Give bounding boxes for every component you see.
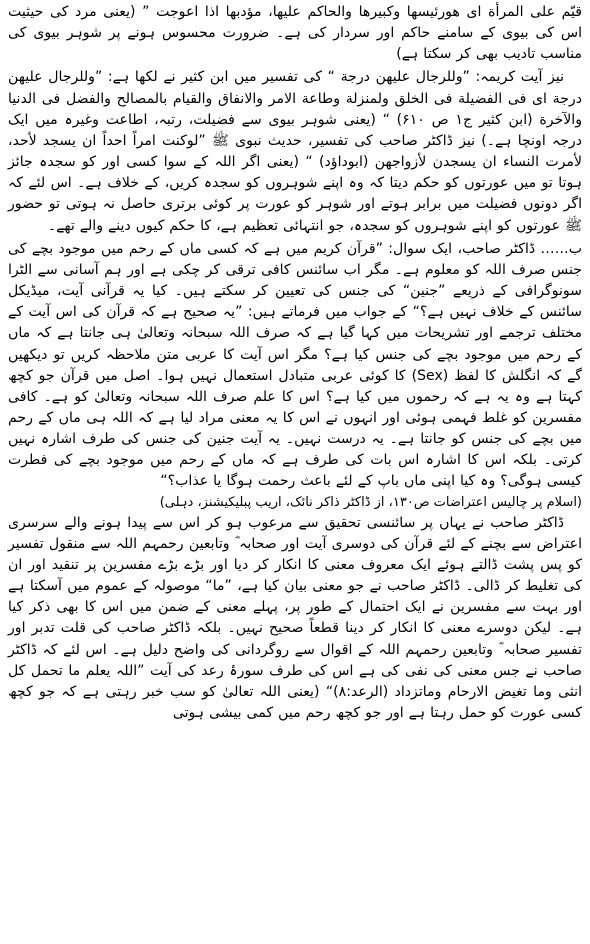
paragraph-critique: ڈاکٹر صاحب نے یہاں پر سائنسی تحقیق سے مرعوب ہو کر اس سے پیدا ہونے والے سرسری اعتراض سے بچنے کے لئے قرآن کی دوسری آیت اور صحابہ ؓ وتابعین رحمہم اللہ سے منقول تفسیر کو پس پشت ڈالتے ہوئے ایک معروف معنی کا انکار کر دیا اور بڑے بڑے مفسرین پر تنقید اور ان کی تغلیط کر ڈالی۔ ڈاکٹر صاحب نے جو معنی بیان کیا ہے، ”ما“ موصولہ کے عموم میں آسکتا ہے اور بہت سے مفسرین نے ایک احتمال کے طور پر، پہلے معنی کے ضمن میں اس کا بھی ذکر کیا ہے۔ لیکن دوسرے معنی کا انکار کر دینا قطعاً صحیح نہیں۔ بلکہ ڈاکٹر صاحب کی قلت تدبر اور تفسیر صحابہ ؓ وتابعین رحمہم اللہ کے اقوال سے روگردانی کی واضح دلیل ہے۔ اس لئے کہ ڈاکٹر صاحب نے جس معنی کی نفی کی ہے اس کی طرف سورۂ رعد کی آیت ”اللہ یعلم ما تحمل کل انثی وما تغیض الارحام وماتزداد (الرعد:۸)“ (یعنی اللہ تعالیٰ کو سب خبر رہتی ہے کہ جو کچھ کسی عورت کو حمل رہتا ہے اور جو کچھ رحم میں کمی بیشی ہوتی	[8, 514, 582, 721]
paragraph-question-answer: ب…… ڈاکٹر صاحب، ایک سوال: ”قرآن کریم میں ہے کہ کسی ماں کے رحم میں موجود بچے کی جنس صرف اللہ کو معلوم ہے۔ مگر اب سائنس کافی ترقی کر چکی ہے اور ہم آسانی سے الٹرا سونوگرافی کے ذریعے ”جنین“ کی جنس کی تعیین کر سکتے ہیں۔ کیا یہ قرآنی آیت، میڈیکل سائنس کے خلاف نہیں ہے؟“ کے جواب میں فرماتے ہیں: ”یہ صحیح ہے کہ قرآن کی اس آیت کے مختلف ترجمے اور تشریحات میں کہا گیا ہے کہ صرف اللہ سبحانہ وتعالیٰ ہی جانتا ہے کہ ماں کے رحم میں موجود بچے کی جنس کیا ہے؟ مگر اس آیت کا عربی متن ملاحظہ کریں تو دیکھیں گے کہ انگلش کا لفظ (Sex) کا کوئی عربی متبادل استعمال نہیں ہوا۔ اصل میں قرآن جو کچھ کہتا ہے وہ یہ ہے کہ رحموں میں کیا ہے؟ اس کا علم صرف اللہ سبحانہ وتعالیٰ کو ہے۔ کافی مفسرین کو غلط فہمی ہوئی اور انہوں نے اس کا یہ معنی مراد لیا ہے کہ اللہ ہی ماں کے رحم میں بچے کی جنس کو جانتا ہے۔ یہ درست نہیں۔ یہ آیت جنین کی جنس کی طرف اشارہ نہیں کرتی۔ بلکہ اس کا اشارہ اس بات کی طرف ہے کہ ماں کے رحم میں موجود بچے کی فطرت کیسی ہوگی؟ وہ کیا اپنی ماں باپ کے لئے باعث رحمت ہوگا یا عذاب؟“	[8, 240, 582, 490]
citation-reference: (اسلام پر چالیس اعتراضات ص۱۳۰، از ڈاکٹر ذاکر نائک، اریب پبلیکیشنز، دہلی)	[159, 494, 582, 510]
paragraph-ibn-kathir-tafsir: نیز آیت کریمہ: ”وللرجال علیھن درجة “ کی تفسیر میں ابن کثیر نے لکھا ہے: ”وللرجال علیھن درجة ای فی الفضیلة فی الخلق ولمنزلة وطاعة الامر والانفاق والقیام بالمصالح والفضل فی الدنیا والآخرة (ابن کثیر ج۱ ص ۶۱۰) “ (یعنی شوہر بیوی سے فضیلت، رتبہ، اطاعت وغیرہ میں ایک درجہ اونچا ہے۔) نیز ڈاکٹر صاحب کی تفسیر، حدیث نبوی ﷺ ”لوکنت امراً احداً ان یسجد لأحد، لأمرت النساء ان یسجدن لأزواجھن (ابوداؤد) “ (یعنی اگر اللہ کے سوا کسی اور کو سجدہ جائز ہوتا تو میں عورتوں کو حکم دیتا کہ وہ اپنے شوہروں کو سجدہ کریں، کے خلاف ہے۔ اس لئے کہ اگر دونوں فضیلت میں برابر ہوتے اور شوہر کو عورت پر کوئی برتری حاصل نہ ہوتی تو حضور ﷺ عورتوں کو اپنے شوہروں کو سجدہ، جو انتہائی تعظیم ہے، کا حکم کیوں دینے والے تھے۔	[8, 69, 583, 234]
paragraph-qayyim-quote: قیّم علی المرأة ای هورئیسها وکبیرها والحاکم علیها، مؤدبها اذا اعوجت ” (یعنی مرد کی حیثیت اس کی بیوی کے سامنے حاکم اور سردار کی ہے۔ ضرورت محسوس ہونے پر شوہر بیوی کی مناسب تادیب بھی کر سکتا ہے)	[8, 4, 582, 63]
